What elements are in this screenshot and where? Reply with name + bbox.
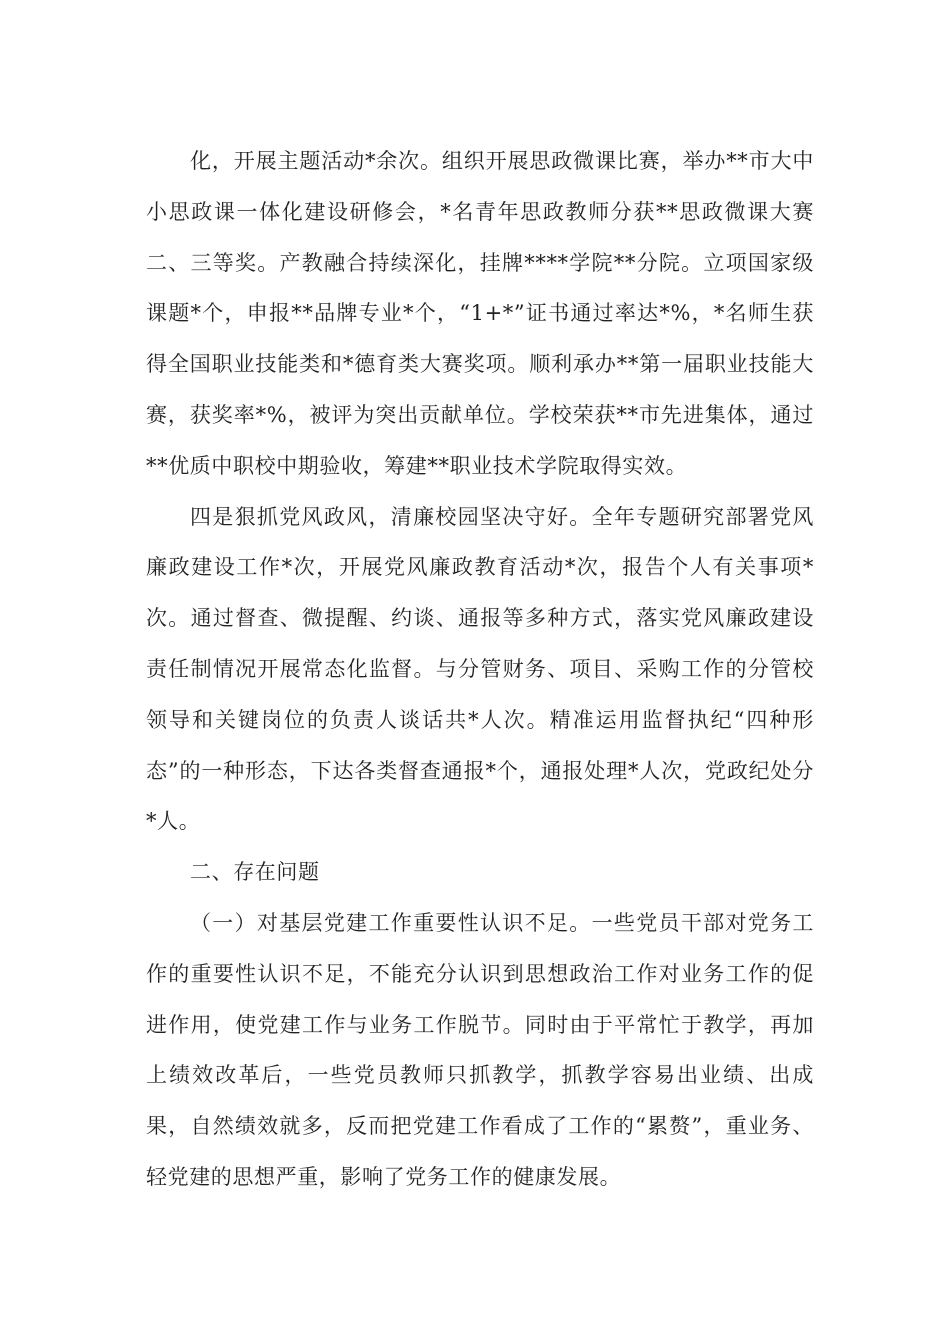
paragraph-clean-governance: 四是狠抓党风政风，清廉校园坚决守好。全年专题研究部署党风廉政建设工作*次，开展党风廉政教育活动*次，报告个人有关事项*次。通过督查、微提醒、约谈、通报等多种方式，落实党风廉政建设责任制情况开展常态化监督。与分管财务、项目、采购工作的分管校领导和关键岗位的负责人谈话共*人次。精准运用监督执纪“四种形态”的一种形态，下达各类督查通报*个，通报处理*人次，党政纪处分*人。 <box>146 504 814 834</box>
document-body <box>146 136 814 1203</box>
paragraph-achievements-continued: 化，开展主题活动*余次。组织开展思政微课比赛，举办**市大中小思政课一体化建设研修会，*名青年思政教师分获**思政微课大赛二、三等奖。产教融合持续深化，挂牌****学院**分院。立项国家级课题*个，申报**品牌专业*个，“1+*”证书通过率达*%，*名师生获得全国职业技能类和*德育类大赛奖项。顺利承办**第一届职业技能大赛，获奖率*%，被评为突出贡献单位。学校荣获**市先进集体，通过**优质中职校中期验收，筹建**职业技术学院取得实效。 <box>146 149 814 478</box>
paragraph-problem-one: （一）对基层党建工作重要性认识不足。一些党员干部对党务工作的重要性认识不足，不能充分认识到思想政治工作对业务工作的促进作用，使党建工作与业务工作脱节。同时由于平常忙于教学，再加上绩效改革后，一些党员教师只抓教学，抓教学容易出业绩、出成果，自然绩效就多，反而把党建工作看成了工作的“累赘”，重业务、轻党建的思想严重，影响了党务工作的健康发展。 <box>146 910 814 1189</box>
section-heading-problems: 二、存在问题 <box>190 860 320 885</box>
